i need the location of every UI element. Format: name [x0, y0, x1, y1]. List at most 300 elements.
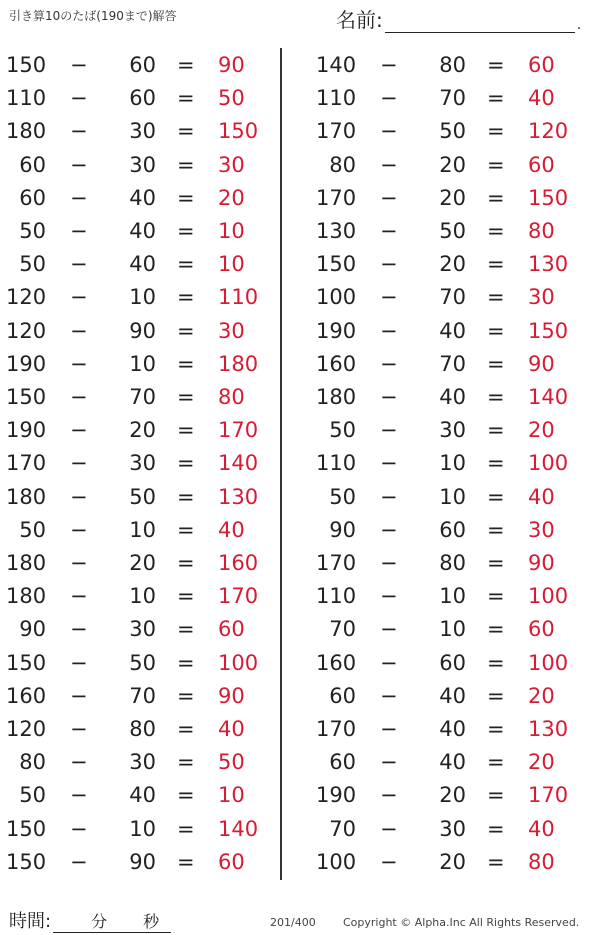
subtrahend: 10 [129, 285, 156, 310]
answer: 130 [218, 484, 259, 509]
minus-sign: − [70, 385, 88, 409]
subtrahend: 30 [439, 418, 466, 443]
minus-sign: − [380, 185, 398, 210]
answer: 80 [528, 219, 555, 243]
equals-sign: = [177, 418, 195, 443]
problem-row [316, 281, 578, 314]
minus-sign: − [380, 86, 398, 111]
subtrahend: 10 [129, 517, 156, 542]
subtrahend: 80 [129, 717, 156, 741]
subtrahend: 50 [129, 484, 156, 509]
minuend: 50 [329, 484, 356, 509]
time-label: 時間: [9, 911, 52, 932]
subtrahend: 40 [129, 185, 156, 210]
minus-sign: − [70, 152, 88, 177]
equals-sign: = [177, 152, 195, 177]
answer: 150 [218, 119, 259, 144]
subtrahend: 70 [129, 683, 156, 708]
equals-sign: = [487, 152, 505, 177]
minuend: 170 [316, 551, 357, 575]
answer: 60 [528, 53, 555, 77]
subtrahend: 30 [129, 617, 156, 642]
problem-row [6, 647, 268, 680]
answer: 30 [218, 318, 245, 343]
answer: 100 [218, 650, 259, 675]
answer: 30 [218, 152, 245, 177]
subtrahend: 90 [129, 849, 156, 874]
minus-sign: − [70, 451, 88, 476]
equals-sign: = [487, 783, 505, 808]
minutes-label: 分 [91, 912, 108, 931]
answer: 10 [218, 783, 245, 808]
problem-row [316, 580, 578, 613]
problem-row [316, 547, 578, 580]
problem-row [6, 613, 268, 646]
problem-row [6, 182, 268, 215]
name-field[interactable] [385, 12, 575, 33]
answer: 40 [218, 517, 245, 542]
answer: 100 [528, 584, 569, 609]
equals-sign: = [177, 53, 195, 77]
equals-sign: = [177, 849, 195, 874]
minuend: 120 [6, 318, 47, 343]
answer: 170 [218, 584, 259, 609]
minuend: 190 [6, 351, 47, 376]
minuend: 50 [19, 783, 46, 808]
problem-row [6, 680, 268, 713]
answer: 100 [528, 650, 569, 675]
subtrahend: 70 [439, 86, 466, 111]
minuend: 150 [6, 53, 47, 77]
minus-sign: − [380, 484, 398, 509]
minus-sign: − [380, 517, 398, 542]
minus-sign: − [70, 484, 88, 509]
subtrahend: 60 [439, 650, 466, 675]
equals-sign: = [487, 119, 505, 144]
problem-row [6, 381, 268, 414]
equals-sign: = [487, 617, 505, 642]
minus-sign: − [70, 617, 88, 642]
minuend: 90 [329, 517, 356, 542]
minus-sign: − [70, 185, 88, 210]
subtrahend: 70 [129, 385, 156, 409]
problem-row [6, 547, 268, 580]
answer: 150 [528, 185, 569, 210]
equals-sign: = [487, 584, 505, 609]
minuend: 70 [329, 816, 356, 841]
page-number: 201/400 [270, 916, 316, 929]
subtrahend: 40 [439, 683, 466, 708]
answer: 90 [218, 683, 245, 708]
equals-sign: = [177, 119, 195, 144]
minus-sign: − [70, 717, 88, 741]
minuend: 110 [316, 451, 357, 476]
subtrahend: 40 [129, 252, 156, 277]
answer: 50 [218, 86, 245, 111]
minuend: 100 [316, 849, 357, 874]
minus-sign: − [70, 351, 88, 376]
answer: 170 [218, 418, 259, 443]
equals-sign: = [487, 451, 505, 476]
answer: 30 [528, 285, 555, 310]
subtrahend: 20 [439, 783, 466, 808]
problem-row [316, 215, 578, 248]
minus-sign: − [380, 351, 398, 376]
problem-row [316, 348, 578, 381]
subtrahend: 30 [129, 750, 156, 775]
answer: 60 [218, 617, 245, 642]
subtrahend: 40 [439, 750, 466, 775]
minus-sign: − [70, 750, 88, 775]
minus-sign: − [70, 86, 88, 111]
subtrahend: 10 [439, 451, 466, 476]
minuend: 150 [6, 816, 47, 841]
problem-row [316, 813, 578, 846]
minus-sign: − [70, 650, 88, 675]
equals-sign: = [177, 551, 195, 575]
problem-row [6, 248, 268, 281]
equals-sign: = [177, 717, 195, 741]
problem-row [316, 846, 578, 879]
minuend: 120 [6, 285, 47, 310]
problem-row [6, 813, 268, 846]
problem-row [6, 746, 268, 779]
minus-sign: − [70, 219, 88, 243]
answer: 130 [528, 252, 569, 277]
equals-sign: = [487, 717, 505, 741]
equals-sign: = [487, 418, 505, 443]
minus-sign: − [380, 119, 398, 144]
equals-sign: = [487, 351, 505, 376]
minus-sign: − [380, 451, 398, 476]
answer: 50 [218, 750, 245, 775]
problem-row [316, 315, 578, 348]
equals-sign: = [177, 484, 195, 509]
minus-sign: − [380, 418, 398, 443]
subtrahend: 60 [129, 86, 156, 111]
name-area [336, 4, 581, 33]
answer: 150 [528, 318, 569, 343]
minuend: 150 [6, 385, 47, 409]
minuend: 180 [6, 484, 47, 509]
problem-row [6, 348, 268, 381]
subtrahend: 20 [439, 849, 466, 874]
problem-row [6, 580, 268, 613]
equals-sign: = [177, 750, 195, 775]
minus-sign: − [380, 717, 398, 741]
subtrahend: 30 [129, 451, 156, 476]
problem-row [6, 149, 268, 182]
minus-sign: − [70, 849, 88, 874]
minus-sign: − [380, 219, 398, 243]
equals-sign: = [487, 849, 505, 874]
subtrahend: 10 [439, 584, 466, 609]
problem-row [316, 414, 578, 447]
equals-sign: = [487, 219, 505, 243]
equals-sign: = [487, 385, 505, 409]
answer: 40 [218, 717, 245, 741]
subtrahend: 70 [439, 351, 466, 376]
equals-sign: = [177, 385, 195, 409]
minuend: 70 [329, 617, 356, 642]
minus-sign: − [70, 517, 88, 542]
subtrahend: 20 [439, 185, 466, 210]
problem-row [316, 149, 578, 182]
answer: 60 [218, 849, 245, 874]
minus-sign: − [380, 318, 398, 343]
problem-row [316, 381, 578, 414]
minus-sign: − [380, 252, 398, 277]
equals-sign: = [177, 783, 195, 808]
answer: 20 [218, 185, 245, 210]
minuend: 160 [6, 683, 47, 708]
minuend: 150 [316, 252, 357, 277]
column-divider [280, 48, 282, 880]
problem-row [316, 613, 578, 646]
minuend: 60 [329, 683, 356, 708]
subtrahend: 60 [439, 517, 466, 542]
equals-sign: = [177, 252, 195, 277]
subtrahend: 90 [129, 318, 156, 343]
equals-sign: = [487, 86, 505, 111]
subtrahend: 40 [439, 318, 466, 343]
minuend: 90 [19, 617, 46, 642]
subtrahend: 20 [129, 551, 156, 575]
equals-sign: = [177, 185, 195, 210]
minus-sign: − [70, 318, 88, 343]
minus-sign: − [380, 849, 398, 874]
name-label: 名前: [336, 8, 383, 32]
minuend: 80 [329, 152, 356, 177]
minus-sign: − [380, 650, 398, 675]
subtrahend: 20 [439, 152, 466, 177]
minuend: 110 [316, 86, 357, 111]
minus-sign: − [70, 252, 88, 277]
minus-sign: − [380, 53, 398, 77]
equals-sign: = [487, 484, 505, 509]
equals-sign: = [487, 750, 505, 775]
minuend: 130 [316, 219, 357, 243]
subtrahend: 10 [439, 617, 466, 642]
minuend: 50 [19, 219, 46, 243]
equals-sign: = [487, 650, 505, 675]
equals-sign: = [487, 683, 505, 708]
subtrahend: 80 [439, 53, 466, 77]
minuend: 50 [19, 252, 46, 277]
subtrahend: 10 [129, 351, 156, 376]
answer: 80 [528, 849, 555, 874]
subtrahend: 20 [439, 252, 466, 277]
subtrahend: 10 [129, 584, 156, 609]
minus-sign: − [380, 617, 398, 642]
minus-sign: − [70, 584, 88, 609]
minus-sign: − [70, 816, 88, 841]
minus-sign: − [70, 418, 88, 443]
subtrahend: 20 [129, 418, 156, 443]
subtrahend: 40 [439, 717, 466, 741]
equals-sign: = [487, 816, 505, 841]
minus-sign: − [380, 683, 398, 708]
minus-sign: − [70, 53, 88, 77]
equals-sign: = [177, 318, 195, 343]
problem-row [6, 447, 268, 480]
subtrahend: 50 [439, 219, 466, 243]
minuend: 60 [19, 185, 46, 210]
worksheet-title: 引き算10のたば(190まで)解答 [9, 9, 177, 23]
equals-sign: = [177, 219, 195, 243]
name-dot: . [576, 17, 582, 33]
minuend: 180 [6, 119, 47, 144]
minus-sign: − [380, 551, 398, 575]
equals-sign: = [177, 86, 195, 111]
problem-row [316, 49, 578, 82]
subtrahend: 50 [129, 650, 156, 675]
problem-row [316, 647, 578, 680]
equals-sign: = [487, 551, 505, 575]
equals-sign: = [177, 683, 195, 708]
minuend: 60 [19, 152, 46, 177]
copyright-notice: Copyright © Alpha.Inc All Rights Reserved. [343, 916, 580, 929]
minus-sign: − [380, 385, 398, 409]
answer: 180 [218, 351, 259, 376]
problem-row [6, 779, 268, 812]
equals-sign: = [177, 351, 195, 376]
subtrahend: 50 [439, 119, 466, 144]
answer: 140 [218, 451, 259, 476]
problem-row [6, 315, 268, 348]
answer: 140 [528, 385, 569, 409]
subtrahend: 80 [439, 551, 466, 575]
subtrahend: 30 [129, 119, 156, 144]
problem-row [316, 447, 578, 480]
equals-sign: = [487, 318, 505, 343]
equals-sign: = [177, 285, 195, 310]
answer: 170 [528, 783, 569, 808]
subtrahend: 10 [129, 816, 156, 841]
subtrahend: 40 [129, 783, 156, 808]
equals-sign: = [177, 584, 195, 609]
problem-row [316, 514, 578, 547]
answer: 130 [528, 717, 569, 741]
minus-sign: − [380, 152, 398, 177]
minuend: 170 [316, 119, 357, 144]
problem-row [6, 514, 268, 547]
answer: 20 [528, 418, 555, 443]
minus-sign: − [70, 551, 88, 575]
problem-row [316, 82, 578, 115]
answer: 160 [218, 551, 259, 575]
minus-sign: − [380, 783, 398, 808]
minuend: 50 [329, 418, 356, 443]
problem-row [316, 779, 578, 812]
answer: 90 [528, 551, 555, 575]
subtrahend: 40 [439, 385, 466, 409]
answer: 10 [218, 219, 245, 243]
minuend: 170 [6, 451, 47, 476]
problem-row [6, 49, 268, 82]
answer: 100 [528, 451, 569, 476]
minuend: 140 [316, 53, 357, 77]
problem-row [6, 115, 268, 148]
answer: 40 [528, 484, 555, 509]
answer: 60 [528, 617, 555, 642]
minuend: 180 [6, 584, 47, 609]
problem-row [316, 713, 578, 746]
problem-row [6, 82, 268, 115]
minus-sign: − [70, 119, 88, 144]
problem-row [6, 414, 268, 447]
minuend: 50 [19, 517, 46, 542]
problem-row [6, 846, 268, 879]
problem-row [316, 248, 578, 281]
minuend: 160 [316, 650, 357, 675]
minuend: 170 [316, 185, 357, 210]
minuend: 150 [6, 650, 47, 675]
answer: 10 [218, 252, 245, 277]
equals-sign: = [177, 451, 195, 476]
minus-sign: − [70, 683, 88, 708]
minuend: 100 [316, 285, 357, 310]
equals-sign: = [487, 252, 505, 277]
equals-sign: = [177, 517, 195, 542]
minuend: 110 [316, 584, 357, 609]
subtrahend: 60 [129, 53, 156, 77]
minuend: 60 [329, 750, 356, 775]
equals-sign: = [177, 650, 195, 675]
minus-sign: − [70, 285, 88, 310]
answer: 30 [528, 517, 555, 542]
equals-sign: = [487, 517, 505, 542]
equals-sign: = [487, 53, 505, 77]
problem-row [316, 680, 578, 713]
minuend: 190 [6, 418, 47, 443]
answer: 90 [528, 351, 555, 376]
minuend: 190 [316, 783, 357, 808]
minuend: 120 [6, 717, 47, 741]
answer: 60 [528, 152, 555, 177]
subtrahend: 40 [129, 219, 156, 243]
problem-row [316, 746, 578, 779]
problem-row [6, 481, 268, 514]
minuend: 170 [316, 717, 357, 741]
minus-sign: − [380, 584, 398, 609]
subtrahend: 70 [439, 285, 466, 310]
equals-sign: = [487, 185, 505, 210]
minuend: 150 [6, 849, 47, 874]
subtrahend: 10 [439, 484, 466, 509]
equals-sign: = [177, 816, 195, 841]
problem-row [6, 281, 268, 314]
time-field[interactable] [53, 912, 171, 933]
minus-sign: − [380, 816, 398, 841]
answer: 40 [528, 816, 555, 841]
subtrahend: 30 [129, 152, 156, 177]
problem-row [6, 215, 268, 248]
minuend: 160 [316, 351, 357, 376]
minuend: 190 [316, 318, 357, 343]
problem-row [316, 481, 578, 514]
problem-row [6, 713, 268, 746]
answer: 120 [528, 119, 569, 144]
seconds-label: 秒 [143, 912, 160, 931]
equals-sign: = [487, 285, 505, 310]
answer: 40 [528, 86, 555, 111]
answer: 90 [218, 53, 245, 77]
answer: 140 [218, 816, 259, 841]
minuend: 110 [6, 86, 47, 111]
answer: 80 [218, 385, 245, 409]
equals-sign: = [177, 617, 195, 642]
